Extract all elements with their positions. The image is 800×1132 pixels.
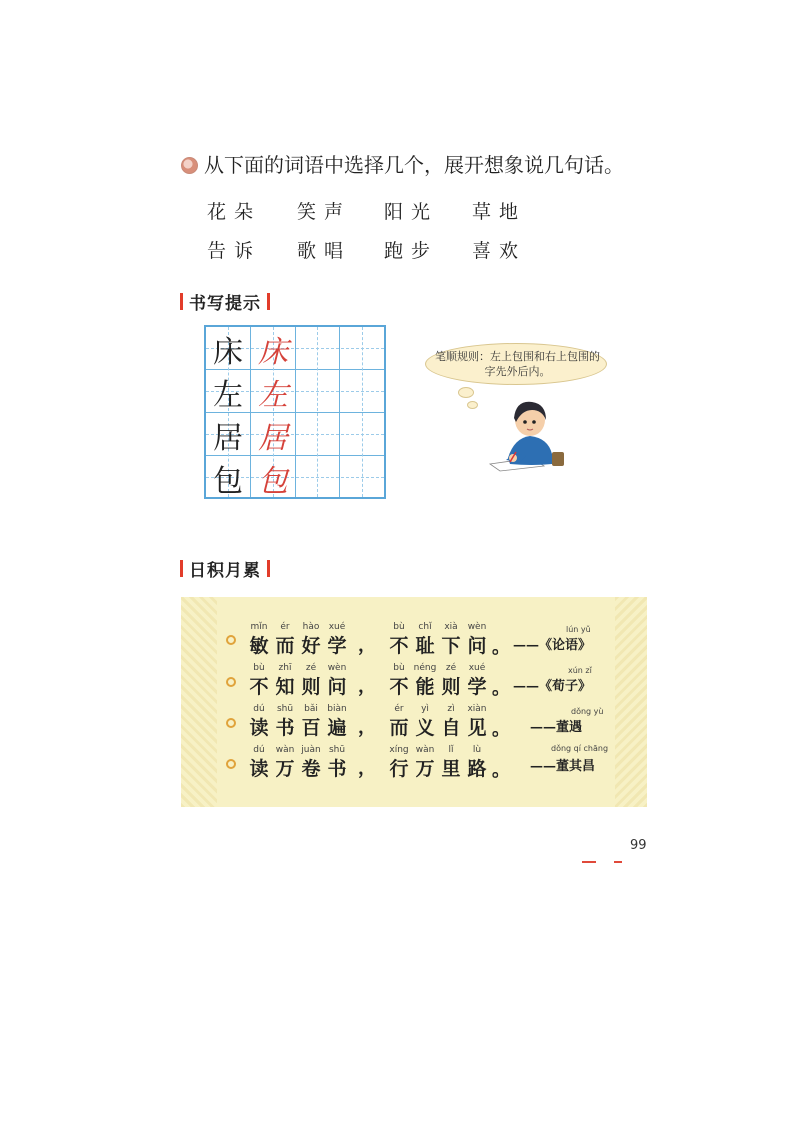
pinyin: ér <box>280 622 290 632</box>
quote-char: 遍 <box>327 717 347 739</box>
quote-char: 书 <box>275 717 295 739</box>
page-mark <box>582 861 596 863</box>
quote-char: 义 <box>415 717 435 739</box>
pinyin: xué <box>468 663 486 673</box>
pinyin: biàn <box>327 704 347 714</box>
quote-char: 学 <box>327 635 347 657</box>
word-item: 花朵 <box>207 201 262 223</box>
word-item: 阳光 <box>384 201 439 223</box>
pinyin: zì <box>447 704 455 714</box>
quote-char: 而 <box>389 717 409 739</box>
quote-char: 问 <box>327 676 347 698</box>
pinyin: wàn <box>275 745 295 755</box>
pinyin: xué <box>328 622 346 632</box>
quote-bullet <box>226 718 236 728</box>
pinyin: xíng <box>389 745 409 755</box>
page-number: 99 <box>630 838 647 853</box>
quote-char: 下 <box>441 635 461 657</box>
grid-char-model: 左 <box>213 377 243 413</box>
quote-bullet <box>226 635 236 645</box>
quote-char: 学 <box>467 676 487 698</box>
quote-source: ——《荀子》 <box>513 679 592 694</box>
task-instruction: 从下面的词语中选择几个，展开想象说几句话。 <box>204 153 624 177</box>
quote-char: 自 <box>441 717 461 739</box>
pinyin: xiàn <box>467 704 487 714</box>
word-item: 歌唱 <box>297 240 352 262</box>
grid-char-model: 床 <box>213 334 243 370</box>
pinyin: bù <box>253 663 265 673</box>
quote-char: 则 <box>301 676 321 698</box>
period: 。 <box>492 637 510 658</box>
word-item: 告诉 <box>207 240 262 262</box>
quote-char: 见 <box>467 717 487 739</box>
pinyin: mǐn <box>250 622 268 632</box>
pinyin: ér <box>394 704 404 714</box>
quote-char: 路 <box>467 758 487 780</box>
quote-char: 读 <box>249 758 269 780</box>
quote-char: 书 <box>327 758 347 780</box>
quote-char: 卷 <box>301 758 321 780</box>
quote-char: 能 <box>415 676 435 698</box>
quote-char: 问 <box>467 635 487 657</box>
quote-char: 万 <box>415 758 435 780</box>
source-pinyin: xún zǐ <box>568 666 592 675</box>
period: 。 <box>492 719 510 740</box>
comma: ， <box>358 676 376 697</box>
source-pinyin: dǒng yù <box>571 707 604 716</box>
daily-accumulation-title: 日积月累 <box>189 561 261 581</box>
page-mark <box>614 861 622 863</box>
writing-tip-title: 书写提示 <box>189 294 261 314</box>
source-pinyin: dǒng qí chāng <box>551 744 609 753</box>
quote-source: ——董遇 <box>530 720 583 735</box>
comma: ， <box>358 758 376 779</box>
period: 。 <box>492 760 510 781</box>
pinyin: shū <box>276 704 294 714</box>
pinyin: wàn <box>415 745 435 755</box>
quote-char: 好 <box>301 635 321 657</box>
quote-source: ——董其昌 <box>530 759 596 774</box>
pinyin: wèn <box>467 622 487 632</box>
pinyin: yì <box>421 704 429 714</box>
pinyin: xià <box>444 622 458 632</box>
grid-char-trace: 包 <box>258 463 288 499</box>
word-item: 草地 <box>472 201 527 223</box>
pinyin: bǎi <box>304 704 318 714</box>
word-item: 跑步 <box>384 240 439 262</box>
pinyin: dú <box>253 745 265 755</box>
quote-bullet <box>226 759 236 769</box>
pinyin: chǐ <box>418 622 432 632</box>
quote-char: 知 <box>275 676 295 698</box>
stroke-order-tip: 笔顺规则：左上包围和右上包围的字先外后内。 <box>435 350 600 378</box>
pinyin: wèn <box>327 663 347 673</box>
quote-char: 不 <box>249 676 269 698</box>
pinyin: bù <box>393 663 405 673</box>
quote-char: 里 <box>441 758 461 780</box>
quote-char: 万 <box>275 758 295 780</box>
grid-char-model: 居 <box>213 420 243 456</box>
comma: ， <box>358 635 376 656</box>
pinyin: bù <box>393 622 405 632</box>
grid-char-trace: 床 <box>258 334 288 370</box>
word-item: 笑声 <box>297 201 352 223</box>
source-pinyin: lún yǔ <box>566 625 591 634</box>
pinyin: lǐ <box>448 745 454 755</box>
pinyin: néng <box>413 663 437 673</box>
quote-char: 不 <box>389 676 409 698</box>
quote-char: 而 <box>275 635 295 657</box>
pinyin: juàn <box>301 745 321 755</box>
quote-bullet <box>226 677 236 687</box>
grid-char-trace: 居 <box>258 420 288 456</box>
grid-char-trace: 左 <box>258 377 288 413</box>
quote-source: ——《论语》 <box>513 638 592 653</box>
pinyin: zé <box>445 663 457 673</box>
quote-char: 则 <box>441 676 461 698</box>
comma: ， <box>358 717 376 738</box>
quote-char: 行 <box>389 758 409 780</box>
quote-char: 敏 <box>249 635 269 657</box>
grid-char-model: 包 <box>213 463 243 499</box>
period: 。 <box>492 678 510 699</box>
word-item: 喜欢 <box>472 240 527 262</box>
pinyin: lù <box>472 745 482 755</box>
pinyin: hào <box>302 622 320 632</box>
quote-char: 百 <box>301 717 321 739</box>
pinyin: shū <box>328 745 346 755</box>
pinyin: dú <box>253 704 265 714</box>
pinyin: zé <box>305 663 317 673</box>
quote-char: 读 <box>249 717 269 739</box>
quote-char: 耻 <box>415 635 435 657</box>
quote-char: 不 <box>389 635 409 657</box>
pinyin: zhī <box>278 663 292 673</box>
